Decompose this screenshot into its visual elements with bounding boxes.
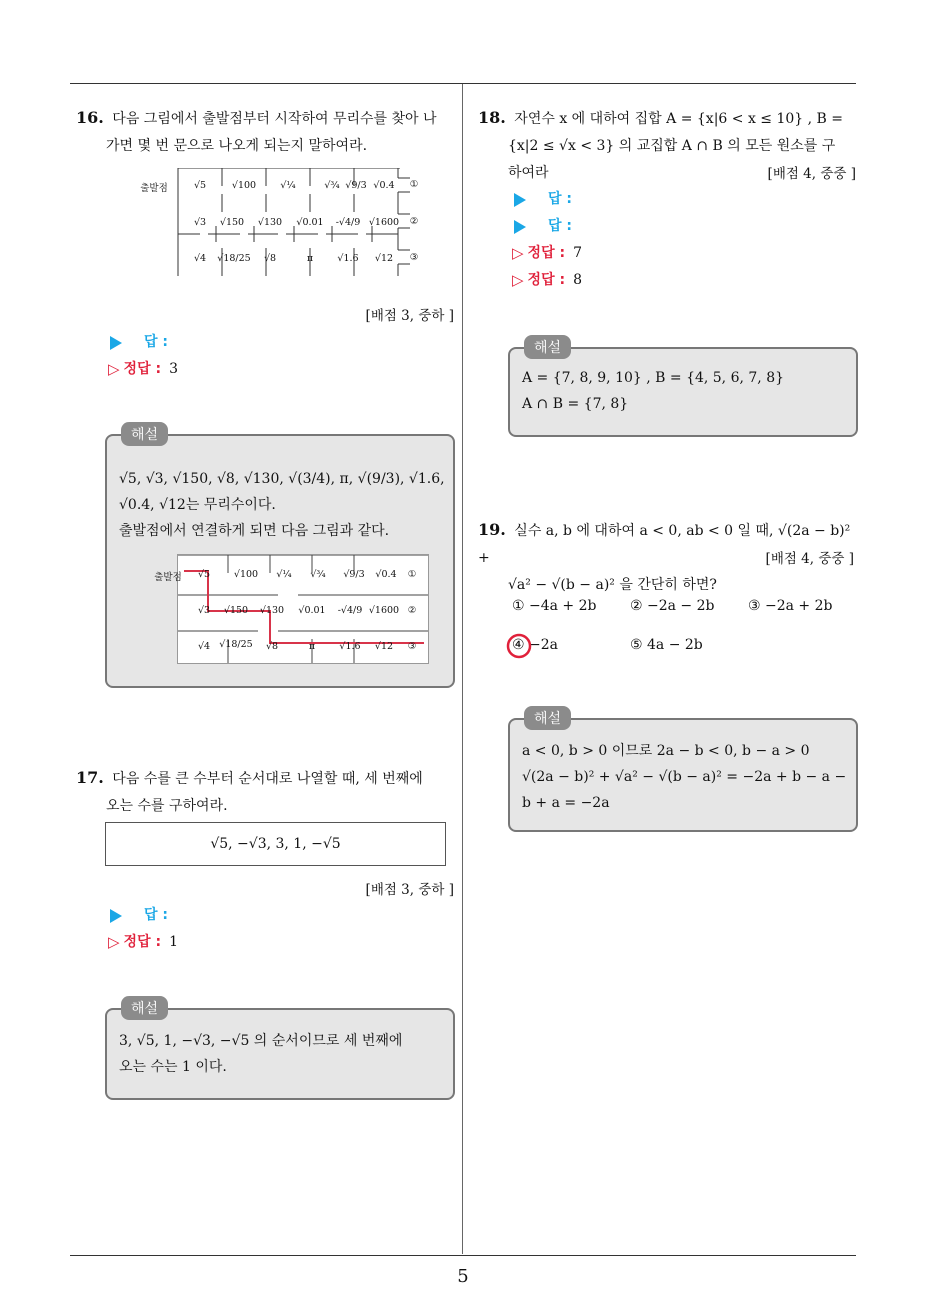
maze-start-label: 출발점 [140, 183, 168, 194]
question-18-text: 18. 자연수 x 에 대하여 집합 A = {x|6 < x ≤ 10} , B = {x|2 ≤ √x < 3} 의 교집합 A ∩ B 의 모든 원소를 구 하여라 [478, 108, 844, 181]
choice-4[interactable]: ④ −2a [512, 637, 558, 653]
answer-label: 답 : [548, 191, 572, 207]
choice-1[interactable]: ① −4a + 2b [512, 598, 597, 614]
question-17-text: 17. 다음 수를 큰 수부터 순서대로 나열할 때, 세 번째에 오는 수를 구하여라. [76, 768, 423, 814]
maze-cell: √3 [193, 217, 207, 228]
answer-line [510, 186, 582, 213]
page-number: 5 [457, 1266, 469, 1287]
score-badge: [배점 3, 중하 ] [365, 882, 454, 898]
maze-cell: √12 [374, 641, 394, 652]
solution-tag: 해설 [121, 422, 168, 446]
maze-start-label: 출발점 [154, 572, 182, 583]
maze-cell: √8 [263, 253, 277, 264]
answer-block-17 [106, 902, 178, 956]
maze-cell: √1.6 [337, 253, 359, 264]
selected-circle-icon [506, 632, 536, 660]
maze-cell: √9/3 [343, 569, 365, 580]
maze-figure [140, 168, 430, 276]
column-divider [462, 84, 463, 1254]
maze-cell: √9/3 [345, 180, 367, 191]
correct-answer-line [106, 929, 178, 956]
score-badge: [배점 4, 중중 ] [765, 551, 854, 567]
solution-box-16 [105, 427, 455, 688]
solution-text: √5, √3, √150, √8, √130, √(3/4), π, √(9/3), √1.6, √0.4, √12는 무리수이다. 출발점에서 연결하게 되면 다음 그림과 같다. [119, 471, 445, 539]
maze-exit: ① [409, 179, 419, 190]
maze-cell: √¾ [324, 180, 340, 191]
maze-cell: √100 [231, 180, 257, 191]
maze-cell: √0.01 [298, 605, 326, 616]
solution-text: a < 0, b > 0 이므로 2a − b < 0, b − a > 0 √(2a − b)² + √a² − √(b − a)² = −2a + b − a − b + a = −2a [522, 743, 847, 811]
question-number: 16. [76, 108, 104, 127]
correct-label: 정답 : [527, 272, 566, 288]
maze-cell: √¼ [280, 180, 296, 191]
solution-tag: 해설 [121, 996, 168, 1020]
correct-value: 7 [573, 245, 582, 261]
outline-triangle-icon: ▷ [512, 271, 524, 289]
maze-exit: ② [407, 605, 417, 616]
maze-exit: ① [407, 569, 417, 580]
correct-answer-line [106, 356, 178, 383]
answer-line [106, 902, 178, 929]
answer-line [106, 329, 178, 356]
maze-cell: √4 [193, 253, 207, 264]
play-triangle-icon [110, 909, 122, 923]
correct-value: 1 [169, 934, 178, 950]
outline-triangle-icon: ▷ [512, 244, 524, 262]
maze-cell: √1600 [368, 217, 400, 228]
maze-exit: ③ [409, 252, 419, 263]
maze-cell: √5 [197, 569, 211, 580]
answer-block-18 [510, 186, 582, 294]
correct-label: 정답 : [123, 361, 162, 377]
maze-cell: √150 [219, 217, 245, 228]
maze-cell: √1600 [368, 605, 400, 616]
question-16-text: 16. 다음 그림에서 출발점부터 시작하여 무리수를 찾아 나 가면 몇 번 문으로 나오게 되는지 말하여라. [76, 108, 437, 154]
correct-value: 3 [169, 361, 178, 377]
solution-tag: 해설 [524, 706, 571, 730]
maze-cell: √18/25 [219, 639, 253, 650]
answer-block-16 [106, 329, 178, 383]
play-triangle-icon [514, 220, 526, 234]
correct-label: 정답 : [123, 934, 162, 950]
score-badge: [배점 4, 중중 ] [767, 166, 856, 182]
solution-box-17 [105, 1001, 455, 1100]
top-rule [70, 83, 856, 84]
question-number: 18. [478, 108, 506, 127]
maze-cell: π [306, 253, 314, 264]
play-triangle-icon [110, 336, 122, 350]
correct-answer-line [510, 267, 582, 294]
maze-cell: √12 [374, 253, 394, 264]
correct-value: 8 [573, 272, 582, 288]
maze-cell: √¼ [276, 569, 292, 580]
correct-answer-line [510, 240, 582, 267]
question-17 [76, 764, 461, 820]
solution-box-19 [508, 711, 858, 832]
outline-triangle-icon: ▷ [108, 360, 120, 378]
bottom-rule [70, 1255, 856, 1256]
choice-5[interactable]: ⑤ 4a − 2b [630, 637, 703, 653]
maze-cell: -√4/9 [337, 605, 363, 616]
solution-box-18 [508, 340, 858, 437]
maze-cell: √130 [257, 217, 283, 228]
maze-cell: √150 [223, 605, 249, 616]
numbers-box: √5, −√3, 3, 1, −√5 [105, 822, 446, 866]
play-triangle-icon [514, 193, 526, 207]
question-19-text: 19. 실수 a, b 에 대하여 a < 0, ab < 0 일 때, √(2a − b)² + √a² − √(b − a)² 을 간단히 하면? [478, 520, 851, 593]
maze-cell: √100 [233, 569, 259, 580]
choice-2[interactable]: ② −2a − 2b [630, 598, 715, 614]
maze-cell: √0.4 [375, 569, 397, 580]
correct-label: 정답 : [527, 245, 566, 261]
maze-solution-figure [154, 554, 429, 664]
maze-exit: ② [409, 216, 419, 227]
answer-label: 답 : [548, 218, 572, 234]
maze-exit: ③ [407, 641, 417, 652]
choice-3[interactable]: ③ −2a + 2b [748, 598, 833, 614]
answer-label: 답 : [144, 334, 168, 350]
maze-cell: √0.4 [373, 180, 395, 191]
solution-text: A = {7, 8, 9, 10} , B = {4, 5, 6, 7, 8} A ∩ B = {7, 8} [522, 370, 785, 412]
score-badge: [배점 3, 중하 ] [365, 308, 454, 324]
question-16 [76, 104, 456, 160]
solution-text: 3, √5, 1, −√3, −√5 의 순서이므로 세 번째에 오는 수는 1 이다. [119, 1033, 403, 1075]
maze-cell: √¾ [310, 569, 326, 580]
maze-cell: √130 [259, 605, 285, 616]
maze-cell: √3 [197, 605, 211, 616]
answer-line [510, 213, 582, 240]
question-number: 19. [478, 520, 506, 539]
maze-cell: √4 [197, 641, 211, 652]
question-number: 17. [76, 768, 104, 787]
maze-cell: √0.01 [296, 217, 324, 228]
maze-cell: √18/25 [217, 253, 251, 264]
solution-tag: 해설 [524, 335, 571, 359]
maze-cell: π [308, 641, 316, 652]
maze-cell: √1.6 [339, 641, 361, 652]
maze-cell: √5 [193, 180, 207, 191]
answer-label: 답 : [144, 907, 168, 923]
maze-cell: -√4/9 [335, 217, 361, 228]
outline-triangle-icon: ▷ [108, 933, 120, 951]
maze-cell: √8 [265, 641, 279, 652]
